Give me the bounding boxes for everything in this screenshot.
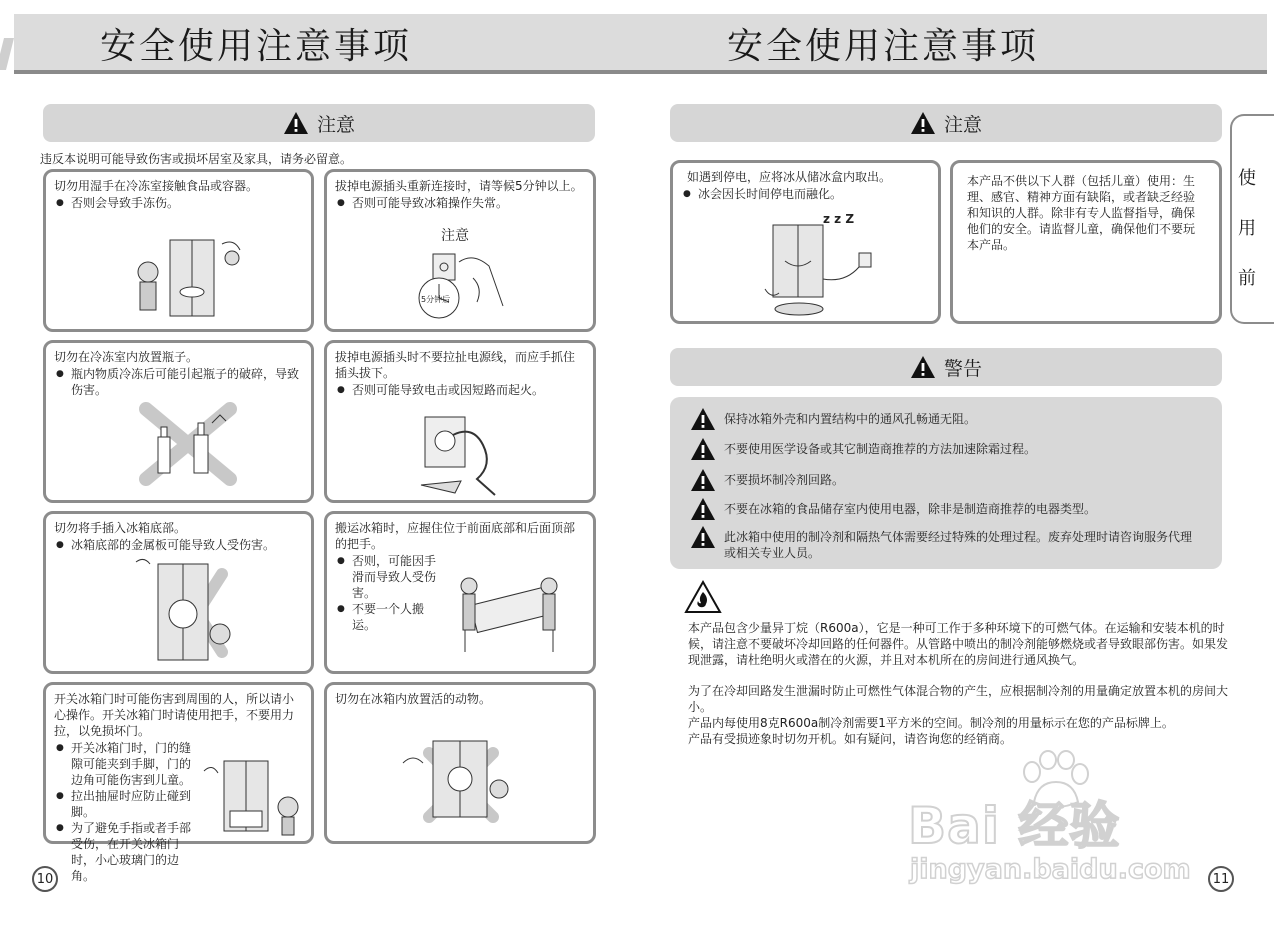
warning-triangle-icon bbox=[690, 497, 716, 521]
fridge-bottom-illustration bbox=[132, 556, 242, 668]
animals-prohibited-illustration bbox=[397, 733, 517, 825]
caution-section-bar-right bbox=[670, 104, 1222, 142]
caution-card-vulnerable-users bbox=[950, 160, 1222, 324]
warning-text: 不要在冰箱的食品储存室内使用电器，除非是制造商推荐的电器类型。 bbox=[724, 502, 1097, 516]
caution-card-door-opening bbox=[43, 682, 314, 883]
warning-item bbox=[690, 468, 844, 492]
refrigerant-paragraph-3: 产品内每使用8克R600a制冷剂需要1平方米的空间。制冷剂的用量标示在您的产品标牌上。 bbox=[688, 716, 1174, 730]
refrigerant-paragraph-4: 产品有受损迹象时切勿开机。如有疑问，请咨询您的经销商。 bbox=[688, 732, 1013, 746]
bottles-prohibited-illustration bbox=[136, 401, 240, 485]
watermark-main-text: Bai 经验 bbox=[908, 797, 1121, 855]
warning-item bbox=[690, 407, 976, 431]
warning-item bbox=[690, 525, 1200, 561]
freezer-handling-illustration bbox=[132, 232, 252, 320]
card-heading: 拔掉电源插头时不要拉扯电源线，而应手抓住插头拔下。 bbox=[335, 350, 576, 380]
side-tab-char: 使 bbox=[1238, 168, 1256, 189]
illustration-caution-label: 注意 bbox=[441, 228, 469, 244]
card-heading: 切勿在冰箱内放置活的动物。 bbox=[335, 692, 492, 706]
page-title-left: 安全使用注意事项 bbox=[100, 26, 413, 67]
card-bullet: ● 冰会因长时间停电而融化。 bbox=[681, 186, 930, 202]
card-heading: 搬运冰箱时，应握住位于前面底部和后面顶部的把手。 bbox=[335, 521, 576, 551]
warning-triangle-icon bbox=[690, 437, 716, 461]
caution-section-bar-left bbox=[43, 104, 595, 142]
page-number-left: 10 bbox=[32, 866, 58, 892]
chapter-side-tab bbox=[1230, 114, 1274, 324]
warning-item bbox=[690, 497, 1096, 521]
card-bullet: ● 为了避免手指或者手部受伤，在开关冰箱门时，小心玻璃门的边角。 bbox=[54, 820, 192, 884]
card-heading: 切勿在冷冻室内放置瓶子。 bbox=[54, 350, 199, 364]
card-bullet: ● 不要一个人搬运。 bbox=[335, 601, 447, 633]
warning-triangle-icon bbox=[690, 468, 716, 492]
side-tab-char: 前 bbox=[1238, 268, 1256, 289]
caution-card-wet-hands bbox=[43, 169, 314, 332]
caution-card-pull-plug bbox=[324, 340, 596, 503]
card-heading: 拔掉电源插头重新连接时，请等候5分钟以上。 bbox=[335, 179, 583, 193]
caution-card-bottles bbox=[43, 340, 314, 503]
card-heading: 切勿用湿手在冷冻室接触食品或容器。 bbox=[54, 179, 259, 193]
card-heading: 开关冰箱门时可能伤害到周围的人，所以请小心操作。开关冰箱门时请使用把手，不要用力拉，以免损坏门。 bbox=[54, 692, 295, 738]
card-heading: 本产品不供以下人群（包括儿童）使用：生理、感官、精神方面有缺陷，或者缺乏经验和知识的人群。除非有专人监督指导，确保他们的安全。请监督儿童，确保他们不要玩本产品。 bbox=[967, 174, 1196, 252]
warning-triangle-icon bbox=[690, 525, 716, 549]
page-number-right: 11 bbox=[1208, 866, 1234, 892]
caution-card-hand-bottom bbox=[43, 511, 314, 674]
warning-triangle-icon bbox=[910, 355, 936, 379]
card-bullet: ● 冰箱底部的金属板可能导致人受伤害。 bbox=[54, 537, 303, 553]
page-title-right: 安全使用注意事项 bbox=[727, 26, 1040, 67]
card-bullet: ● 瓶内物质冷冻后可能引起瓶子的破碎，导致伤害。 bbox=[54, 366, 303, 398]
sleep-zzz-text: z z Z bbox=[823, 212, 855, 226]
header-rule-right bbox=[640, 70, 1267, 74]
card-bullet: ● 拉出抽屉时应防止碰到脚。 bbox=[54, 788, 206, 820]
card-bullet: ● 否则可能导致电击或因短路而起火。 bbox=[335, 382, 585, 398]
warning-label: 警告 bbox=[943, 357, 982, 380]
card-heading: 如遇到停电，应将冰从储冰盒内取出。 bbox=[687, 170, 892, 184]
open-door-illustration bbox=[202, 757, 306, 841]
corner-mark bbox=[0, 38, 14, 70]
caution-card-reconnect-plug bbox=[324, 169, 596, 332]
header-rule-left bbox=[14, 70, 640, 74]
warning-triangle-icon bbox=[690, 407, 716, 431]
warning-panel bbox=[670, 397, 1222, 569]
refrigerant-paragraph-2: 为了在冷却回路发生泄漏时防止可燃性气体混合物的产生，应根据制冷剂的用量确定放置本机的房间大小。 bbox=[688, 684, 1229, 714]
plug-clock-illustration bbox=[403, 248, 523, 326]
caution-label: 注意 bbox=[316, 113, 355, 136]
warning-item bbox=[690, 437, 1036, 461]
card-bullet: ● 否则可能导致冰箱操作失常。 bbox=[335, 195, 585, 211]
warning-text: 保持冰箱外壳和内置结构中的通风孔畅通无阻。 bbox=[724, 412, 977, 426]
melting-fridge-illustration bbox=[755, 219, 881, 317]
clock-label: 5分钟后 bbox=[421, 295, 451, 304]
caution-card-carrying bbox=[324, 511, 596, 674]
caution-card-live-animals bbox=[324, 682, 596, 844]
card-heading: 切勿将手插入冰箱底部。 bbox=[54, 521, 187, 535]
warning-text: 此冰箱中使用的制冷剂和隔热气体需要经过特殊的处理过程。废弃处理时请咨询服务代理或相关专业人员。 bbox=[724, 530, 1193, 560]
watermark-url-text: jingyan.baidu.com bbox=[910, 854, 1191, 885]
warning-text: 不要使用医学设备或其它制造商推荐的方法加速除霜过程。 bbox=[724, 442, 1037, 456]
warning-text: 不要损坏制冷剂回路。 bbox=[724, 473, 845, 487]
hand-pull-plug-illustration bbox=[413, 405, 525, 497]
caution-card-power-outage bbox=[670, 160, 941, 324]
refrigerant-paragraph-1: 本产品包含少量异丁烷（R600a），它是一种可工作于多种环境下的可燃气体。在运输和安装本机的时候，请注意不要破坏冷却回路的任何器件。从管路中喷出的制冷剂能够燃烧或者导致眼部伤害。如果发现泄露，请杜绝明火或潜在的火源，并且对本机所在的房间进行通风换气。 bbox=[688, 621, 1229, 667]
caution-label: 注意 bbox=[943, 113, 982, 136]
card-bullet: ● 开关冰箱门时，门的缝隙可能夹到手脚，门的边角可能伤害到儿童。 bbox=[54, 740, 192, 788]
card-bullet: ● 否则会导致手冻伤。 bbox=[54, 195, 303, 211]
card-bullet: ● 否则，可能因手滑而导致人受伤害。 bbox=[335, 553, 447, 601]
warning-section-bar bbox=[670, 348, 1222, 386]
two-people-carrying-illustration bbox=[455, 566, 565, 658]
baidu-jingyan-watermark bbox=[900, 748, 1200, 890]
flammable-icon bbox=[684, 580, 722, 614]
warning-triangle-icon bbox=[910, 111, 936, 135]
intro-text: 违反本说明可能导致伤害或损坏居室及家具，请务必留意。 bbox=[40, 152, 353, 166]
side-tab-char: 用 bbox=[1238, 218, 1256, 239]
warning-triangle-icon bbox=[283, 111, 309, 135]
